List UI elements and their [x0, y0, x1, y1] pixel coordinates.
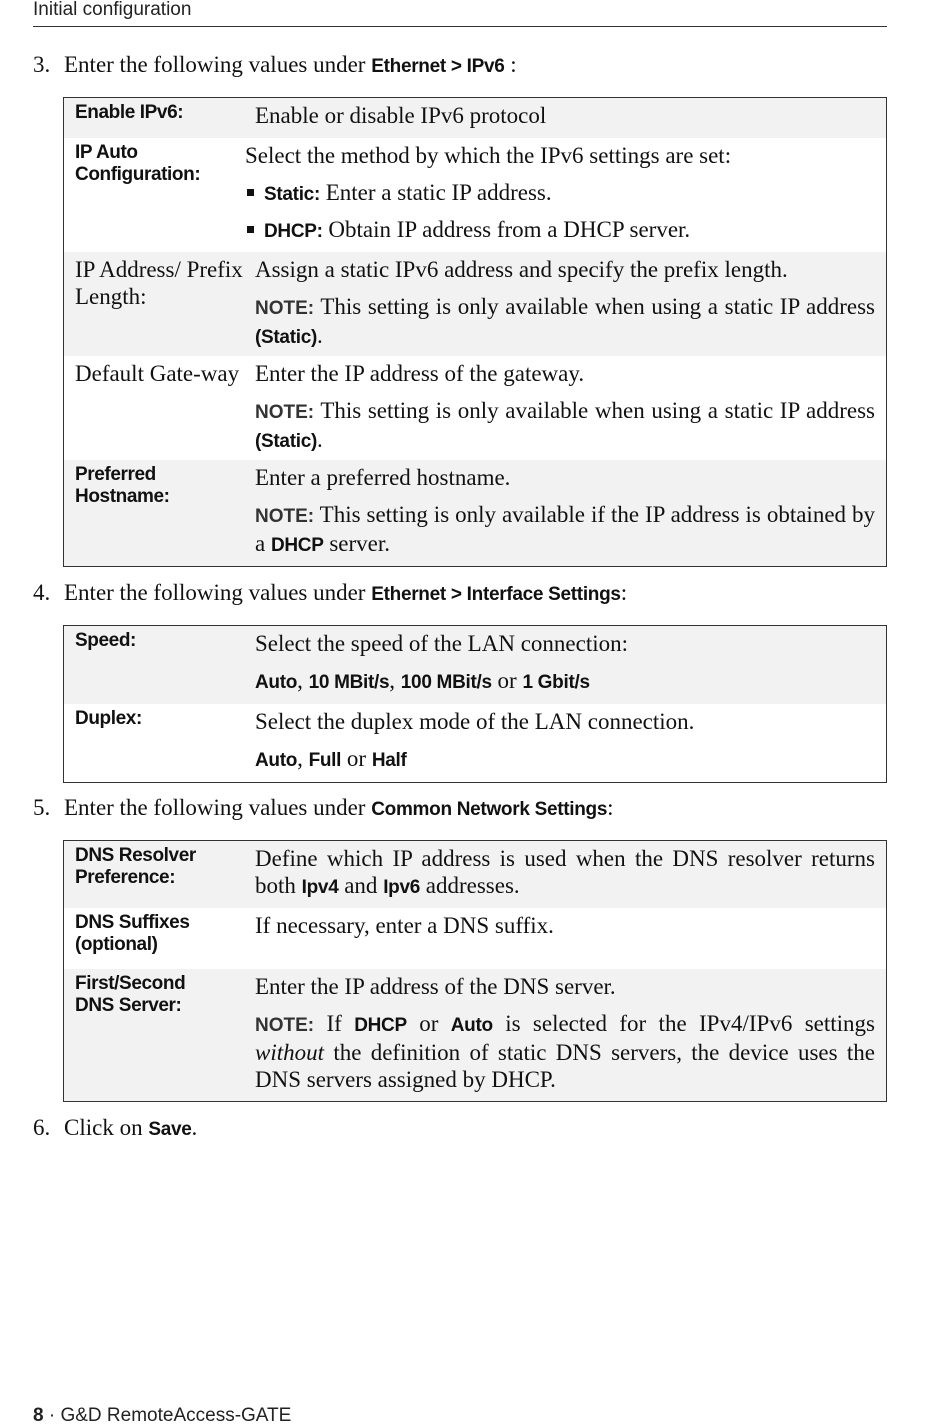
ipv6-settings-table — [63, 97, 887, 567]
row-label: Duplex: — [75, 708, 142, 729]
row-description: Assign a static IPv6 address and specify the prefix length. NOTE: This setting is only available when using a static IP address (Static). — [255, 257, 875, 348]
page-footer: 8 · G&D RemoteAccess-GATE — [33, 1405, 292, 1426]
row-label: IP Auto Configuration: — [75, 142, 201, 185]
page-number: 8 — [33, 1405, 44, 1426]
save-reference: Save — [148, 1119, 192, 1140]
row-description: Enable or disable IPv6 protocol — [255, 103, 547, 128]
row-description: Enter the IP address of the DNS server. NOTE: If DHCP or Auto is selected for the IPv4/IPv6 settings without the definition of static DNS servers, the device uses the DNS servers assigned by DHCP. — [255, 974, 875, 1092]
menu-path: Ethernet > Interface Settings — [371, 584, 621, 605]
row-description: If necessary, enter a DNS suffix. — [255, 913, 554, 938]
common-network-settings-table — [63, 840, 887, 1102]
table-row — [64, 252, 886, 356]
table-row — [64, 704, 886, 782]
table-row — [64, 969, 886, 1101]
table-row — [64, 626, 886, 704]
menu-path: Common Network Settings — [371, 799, 608, 820]
step-4: 4. Enter the following values under Ethernet > Interface Settings: — [33, 580, 628, 605]
row-label: DNS Resolver Preference: — [75, 845, 196, 888]
row-description: Enter a preferred hostname. NOTE: This setting is only available if the IP address is obtained by a DHCP server. — [255, 465, 875, 556]
row-description: Enter the IP address of the gateway. NOTE: This setting is only available when using a static IP address (Static). — [255, 361, 875, 452]
row-description: Define which IP address is used when the DNS resolver returns both Ipv4 and Ipv6 addresses. — [255, 846, 875, 898]
list-item: DHCP: Obtain IP address from a DHCP server. — [245, 216, 875, 245]
step-3: 3. Enter the following values under Ethernet > IPv6 : — [33, 52, 517, 77]
list-item: Static: Enter a static IP address. — [245, 179, 875, 208]
step-6: 6. Click on Save. — [33, 1115, 198, 1140]
table-row — [64, 138, 886, 252]
row-label: IP Address/ Prefix Length: — [75, 257, 243, 309]
table-row — [64, 356, 886, 460]
table-row — [64, 841, 886, 908]
bullet-icon — [247, 189, 254, 196]
row-description: Select the method by which the IPv6 settings are set: Static: Enter a static IP address. DHCP: Obtain IP address from a DHCP server. — [235, 138, 885, 252]
row-description: Select the duplex mode of the LAN connection. Auto, Full or Half — [255, 709, 695, 771]
table-row — [64, 460, 886, 566]
row-label: Preferred Hostname: — [75, 464, 170, 507]
product-name: G&D RemoteAccess-GATE — [60, 1405, 292, 1426]
step-5: 5. Enter the following values under Common Network Settings: — [33, 795, 614, 820]
row-label: Speed: — [75, 630, 136, 651]
interface-settings-table — [63, 625, 887, 783]
table-row — [64, 98, 886, 138]
menu-path: Ethernet > IPv6 — [371, 56, 505, 77]
row-label: DNS Suffixes (optional) — [75, 912, 190, 955]
row-description: Select the speed of the LAN connection: Auto, 10 MBit/s, 100 MBit/s or 1 Gbit/s — [255, 631, 628, 693]
table-row — [64, 908, 886, 969]
bullet-icon — [247, 226, 254, 233]
row-label: First/Second DNS Server: — [75, 973, 186, 1016]
row-label: Default Gate-way — [75, 361, 240, 386]
row-label: Enable IPv6: — [75, 102, 184, 123]
running-header: Initial configuration — [33, 0, 887, 27]
